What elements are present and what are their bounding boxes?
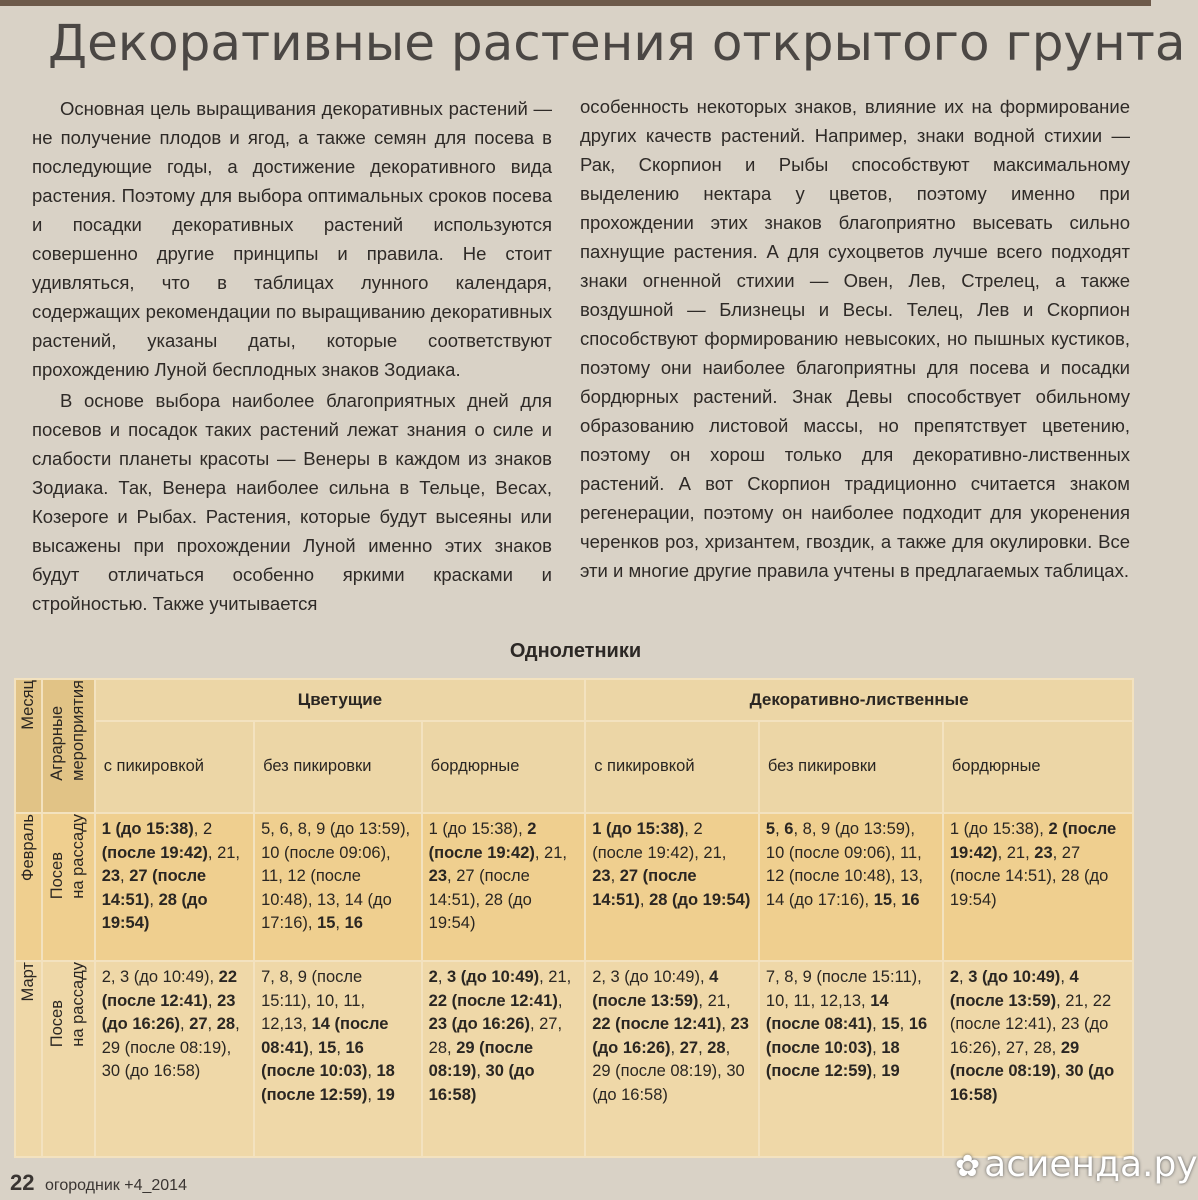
- header-month-label: Месяц: [18, 680, 37, 730]
- row-activity-label-2: на рассаду: [69, 962, 88, 1047]
- table-cell: 7, 8, 9 (после 15:11), 10, 11, 12,13, 14 (после 08:41), 15, 16 (после 10:03), 18 (после 12:59), 19: [759, 961, 943, 1157]
- table-cell: 1 (до 15:38), 2 (после 19:42), 21, 23, 27 (после 14:51), 28 (до 19:54): [943, 813, 1133, 961]
- row-activity-label-2: на рассаду: [69, 814, 88, 899]
- page-footer: [10, 1170, 187, 1196]
- header-sub-border: бордюрные: [943, 721, 1133, 813]
- row-activity: [42, 813, 95, 961]
- table-cell: 2, 3 (до 10:49), 4 (после 13:59), 21, 22 (после 12:41), 23 (до 16:26), 27, 28, 29 (после 08:19), 30 (до 16:58): [585, 961, 759, 1157]
- watermark-logo-icon: ✿: [955, 1149, 981, 1184]
- table-cell: 1 (до 15:38), 2 (после 19:42), 21, 23, 27 (после 14:51), 28 (до 19:54): [585, 813, 759, 961]
- row-activity-label-1: Посев: [48, 851, 67, 899]
- header-activity-label-2: мероприятия: [69, 680, 88, 781]
- magazine-name: огородник: [44, 1177, 120, 1194]
- table-cell: 2, 3 (до 10:49), 21, 22 (после 12:41), 23 (до 16:26), 27, 28, 29 (после 08:19), 30 (до 16:58): [422, 961, 586, 1157]
- row-month: [15, 961, 42, 1157]
- header-sub-without-picking: без пикировки: [254, 721, 422, 813]
- table-cell: 2, 3 (до 10:49), 4 (после 13:59), 21, 22 (после 12:41), 23 (до 16:26), 27, 28, 29 (после 08:19), 30 (до 16:58): [943, 961, 1133, 1157]
- text-column-right: [580, 92, 1130, 585]
- header-sub-border: бордюрные: [422, 721, 586, 813]
- table-cell: 7, 8, 9 (после 15:11), 10, 11, 12,13, 14 (после 08:41), 15, 16 (после 10:03), 18 (после 12:59), 19: [254, 961, 422, 1157]
- paragraph: Основная цель выращивания декоративных растений — не получение плодов и ягод, а также семян для посева в последующие годы, а достижение декоративного вида растения. Поэтому для выбора оптимальных сроков посева и посадки декоративных растений используются совершенно другие принципы и правила. Не стоит удивляться, что в таблицах лунного календаря, содержащих рекомендации по выращиванию декоративных растений, указаны даты, которые соответствуют прохождению Луной бесплодных знаков Зодиака.: [32, 98, 552, 380]
- table-cell: 5, 6, 8, 9 (до 13:59), 10 (после 09:06), 11, 12 (после 10:48), 13, 14 (до 17:16), 15, 16: [254, 813, 422, 961]
- paragraph: В основе выбора наиболее благоприятных дней для посевов и посадок таких растений лежат знания о силе и слабости планеты красоты — Венеры в каждом из знаков Зодиака. Так, Венера наиболее сильна в Тельце, Весах, Козероге и Рыбах. Растения, которые будут высеяны или высажены при прохождении Луной именно этих знаков будут отличаться особенно яркими красками и стройностью. Также учитывается: [32, 390, 552, 614]
- table-cell: 1 (до 15:38), 2 (после 19:42), 21, 23, 27 (после 14:51), 28 (до 19:54): [422, 813, 586, 961]
- text-column-left: [32, 94, 552, 618]
- header-activity: [42, 679, 95, 813]
- header-sub-with-picking: с пикировкой: [585, 721, 759, 813]
- table-cell: 2, 3 (до 10:49), 22 (после 12:41), 23 (до 16:26), 27, 28, 29 (после 08:19), 30 (до 16:58): [95, 961, 254, 1157]
- header-month: [15, 679, 42, 813]
- row-month: [15, 813, 42, 961]
- paragraph: особенность некоторых знаков, влияние их на формирование других качеств растений. Например, знаки водной стихии — Рак, Скорпион и Рыбы способствуют максимальному выделению нектара у цветов, поэтому именно при прохождении этих знаков благоприятно высевать сильно пахнущие растения. А для сухоцветов лучше всего подходят знаки огненной стихии — Овен, Лев, Стрелец, а также воздушной — Близнецы и Весы. Телец, Лев и Скорпион способствуют формированию невысоких, но пышных кустиков, поэтому они наиболее благоприятны для посева и посадки бордюрных растений. Знак Девы способствует обильному образованию листовой массы, но препятствует цветению, поэтому он хорош только для декоративно-лиственных растений. А вот Скорпион традиционно считается знаком регенерации, поэтому он наиболее подходит для укоренения черенков роз, хризантем, гвоздик, а также для окулировки. Все эти и многие другие правила учтены в предлагаемых таблицах.: [580, 96, 1130, 581]
- table-cell: 1 (до 15:38), 2 (после 19:42), 21, 23, 27 (после 14:51), 28 (до 19:54): [95, 813, 254, 961]
- article-title: Декоративные растения открытого грунта: [48, 14, 1186, 72]
- header-sub-with-picking: с пикировкой: [95, 721, 254, 813]
- watermark: [955, 1144, 1198, 1185]
- header-sub-without-picking: без пикировки: [759, 721, 943, 813]
- watermark-text: асиенда.ру: [984, 1144, 1198, 1185]
- row-month-label: Март: [18, 962, 37, 1002]
- table-title: Однолетники: [509, 640, 642, 662]
- header-group-flowering: Цветущие: [95, 679, 586, 721]
- table-row: [15, 961, 1133, 1157]
- lunar-calendar-table: [14, 678, 1134, 1158]
- issue-number: +4_2014: [124, 1177, 187, 1194]
- row-activity-label-1: Посев: [48, 999, 67, 1047]
- top-color-strip: [0, 0, 1151, 6]
- row-month-label: Февраль: [18, 814, 37, 882]
- row-activity: [42, 961, 95, 1157]
- table-cell: 5, 6, 8, 9 (до 13:59), 10 (после 09:06), 11, 12 (после 10:48), 13, 14 (до 17:16), 15, 16: [759, 813, 943, 961]
- page-number: 22: [10, 1170, 35, 1195]
- table-row: [15, 813, 1133, 961]
- header-activity-label-1: Аграрные: [48, 706, 67, 781]
- header-group-decorative-leaf: Декоративно-лиственные: [585, 679, 1133, 721]
